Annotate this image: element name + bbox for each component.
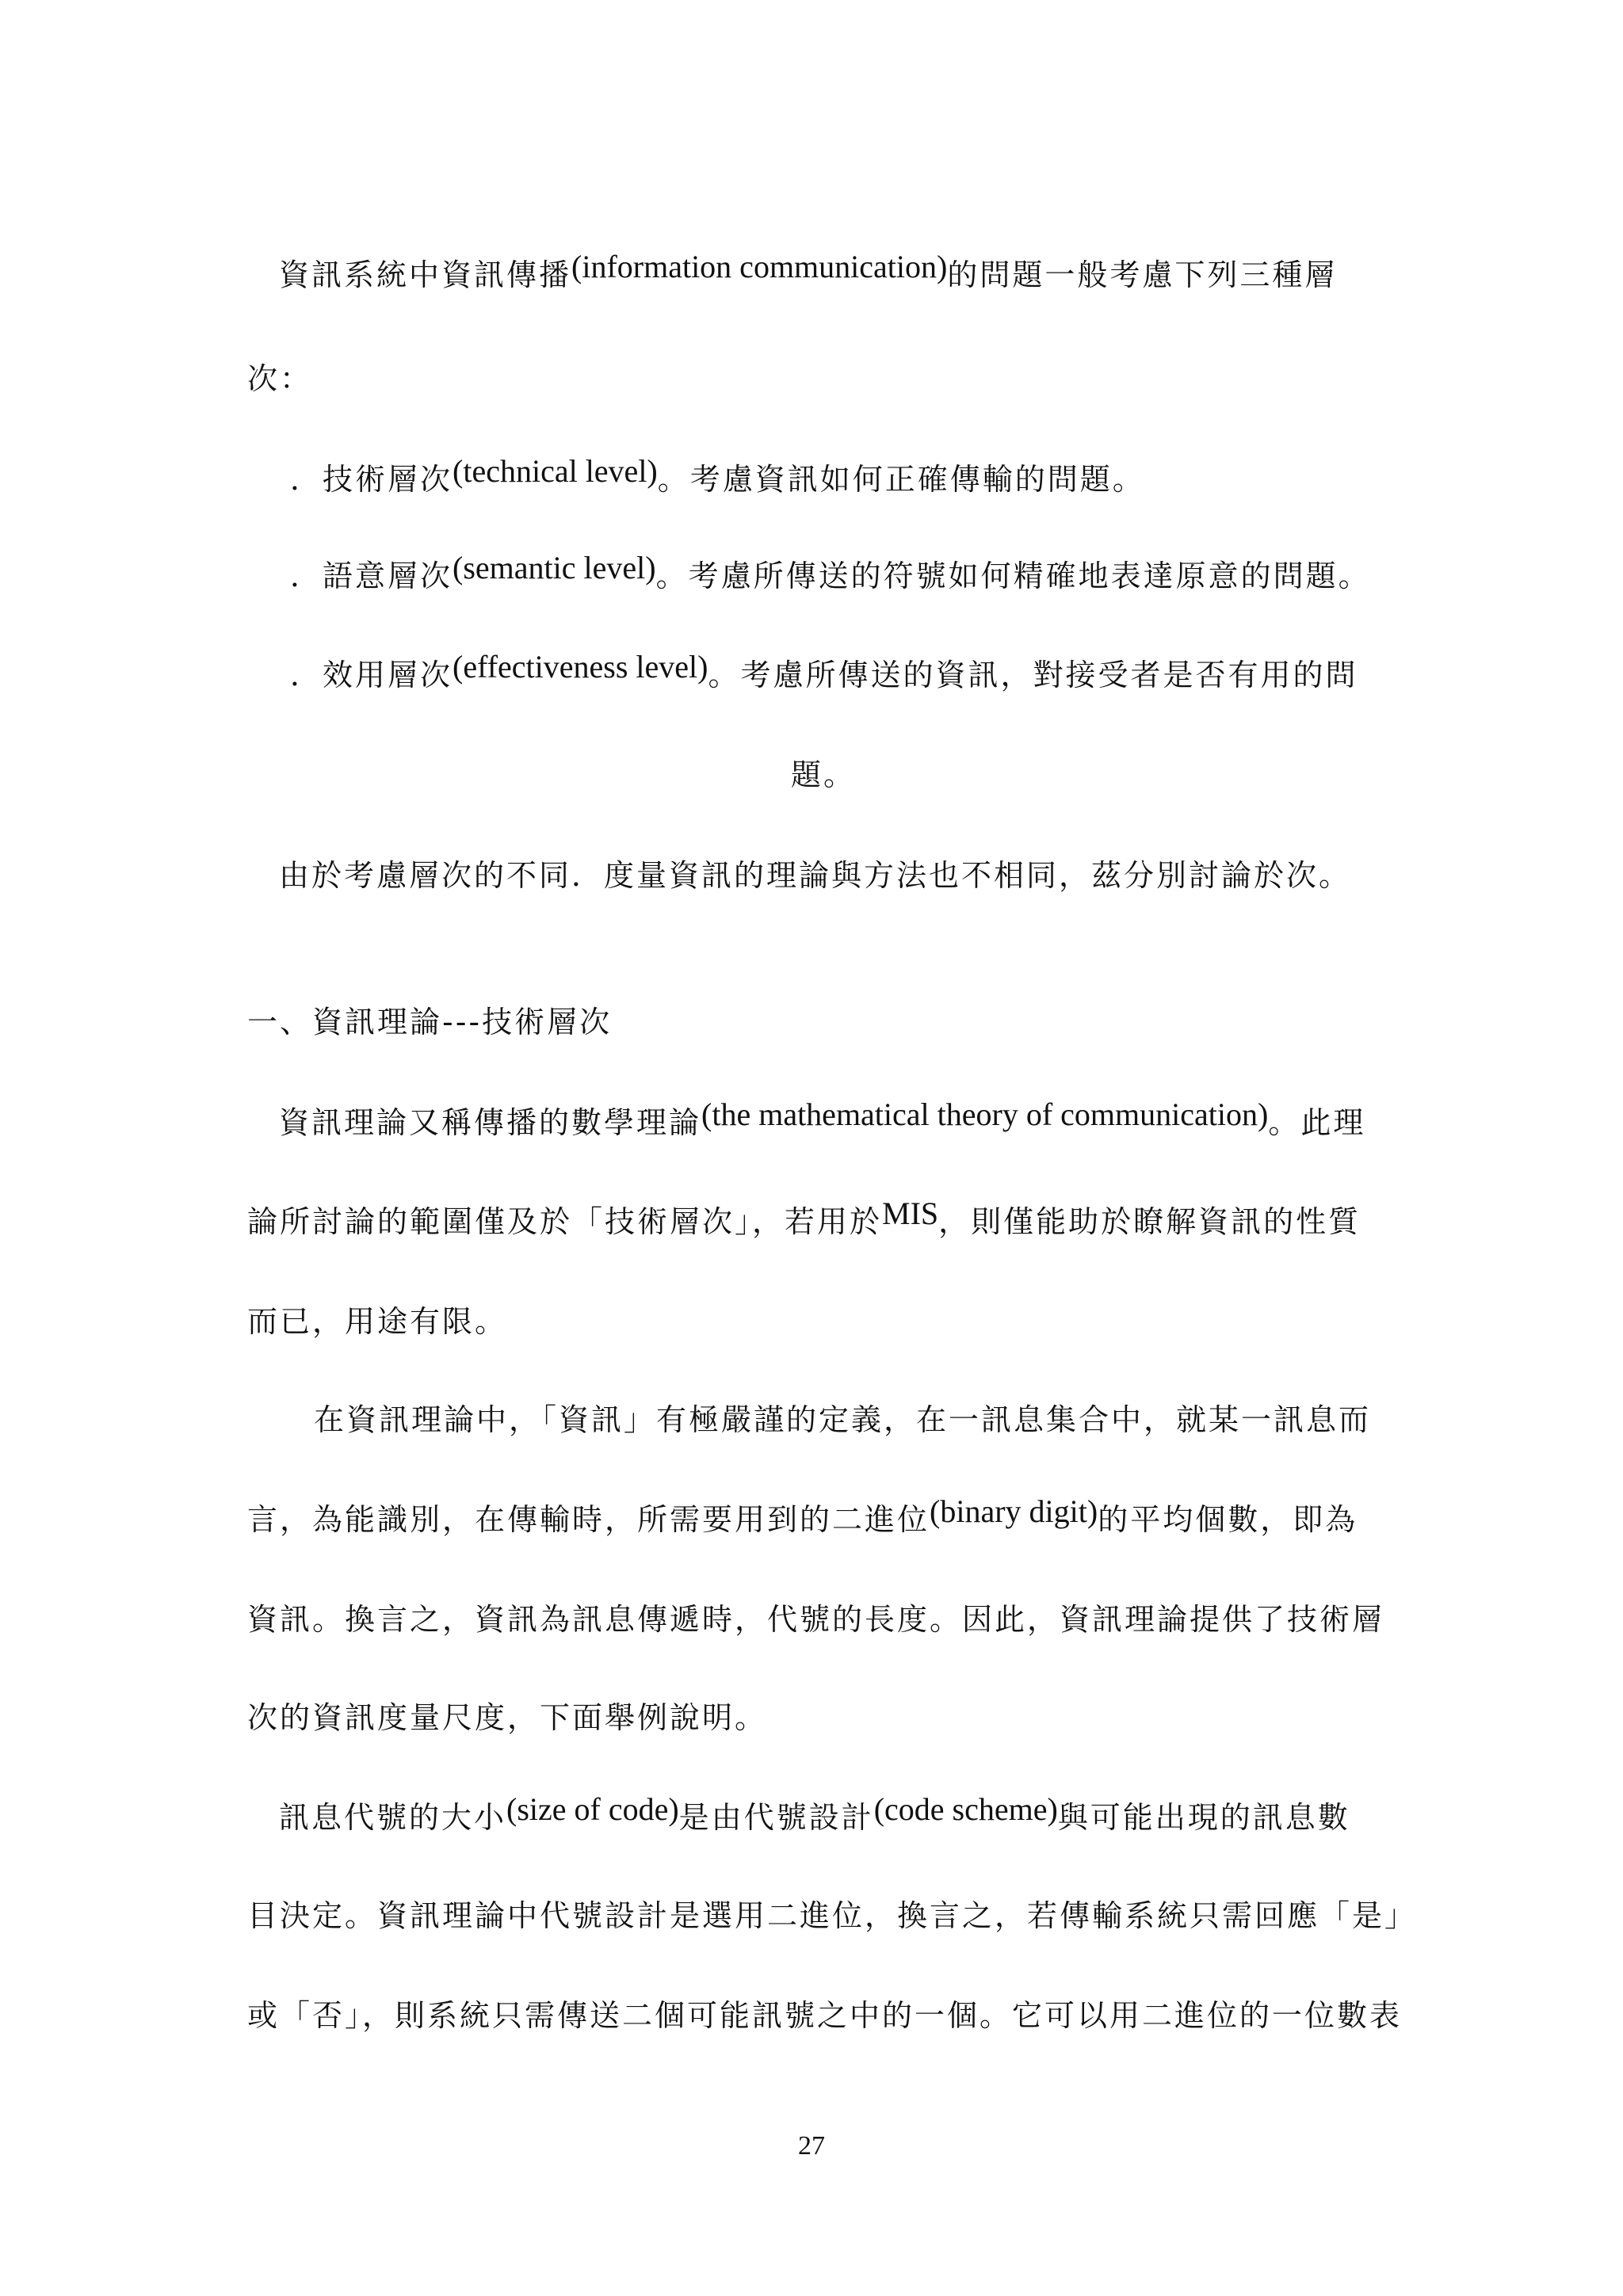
para2-english-term: (binary digit)	[930, 1493, 1098, 1529]
para3-line-1	[279, 1791, 1350, 1837]
para3-text: 訊息代號的大小	[279, 1800, 507, 1835]
para1-text: 資訊理論又稱傳播的數學理論	[279, 1105, 702, 1140]
para1-text-cont: 。此理	[1268, 1105, 1366, 1140]
para3-text-cont: 是由代號設計	[678, 1800, 874, 1835]
technical-level-item	[290, 453, 1145, 499]
intro-text: 資訊系統中資訊傳播	[279, 257, 572, 292]
intro-text-cont: 的問題一般考慮下列三種層	[947, 257, 1338, 292]
section-heading: 一、資訊理論---技術層次	[247, 1005, 613, 1039]
para2-line-4: 次的資訊度量尺度，下面舉例說明。	[247, 1700, 768, 1735]
semantic-level-english: (semantic level)	[453, 550, 656, 585]
para1-line-2	[247, 1196, 1361, 1241]
effectiveness-level-english: (effectiveness level)	[453, 649, 708, 685]
para3-line-3: 或「否」，則系統只需傳送二個可能訊號之中的一個。它可以用二進位的一位數表	[247, 1998, 1403, 2033]
page-number: 27	[798, 2131, 825, 2161]
para1-line-1	[279, 1097, 1366, 1142]
para1-text-cont: ，則僅能助於瞭解資訊的性質	[938, 1204, 1361, 1239]
para2-text-cont: 的平均個數，即為	[1098, 1502, 1358, 1537]
summary-line: 由於考慮層次的不同．度量資訊的理論與方法也不相同，茲分別討論於次。	[279, 858, 1352, 893]
effectiveness-level-description: 。考慮所傳送的資訊，對接受者是否有用的問	[708, 658, 1358, 692]
para2-line-3: 資訊。換言之，資訊為訊息傳遞時，代號的長度。因此，資訊理論提供了技術層	[247, 1602, 1385, 1637]
para3-text-end: 與可能出現的訊息數	[1057, 1800, 1350, 1835]
intro-line-1	[279, 249, 1338, 295]
para1-text: 論所討論的範圍僅及於「技術層次」，若用於	[247, 1204, 883, 1239]
para3-english-term-2: (code scheme)	[873, 1791, 1058, 1827]
semantic-level-label: ．語意層次	[290, 559, 453, 593]
para1-line-3: 而已，用途有限。	[247, 1304, 508, 1339]
effectiveness-level-label: ．效用層次	[290, 658, 453, 692]
technical-level-english: (technical level)	[453, 453, 658, 489]
technical-level-label: ．技術層次	[290, 462, 453, 497]
technical-level-description: 。考慮資訊如何正確傳輸的問題。	[657, 462, 1145, 497]
para1-english-term: (the mathematical theory of communication)	[701, 1097, 1269, 1132]
para2-line-2	[247, 1493, 1358, 1539]
semantic-level-item	[290, 550, 1371, 596]
semantic-level-description: 。考慮所傳送的符號如何精確地表達原意的問題。	[655, 559, 1371, 593]
para2-text: 言，為能識別，在傳輸時，所需要用到的二進位	[247, 1502, 930, 1537]
para3-line-2: 目決定。資訊理論中代號設計是選用二進位，換言之，若傳輸系統只需回應「是」	[247, 1898, 1418, 1933]
para1-english-term: MIS	[882, 1196, 939, 1231]
effectiveness-level-continuation: 題。	[791, 757, 857, 792]
intro-english-term: (information communication)	[571, 249, 948, 284]
para3-english-term: (size of code)	[506, 1791, 679, 1827]
effectiveness-level-item	[290, 649, 1358, 695]
intro-line-2: 次：	[247, 361, 313, 396]
para2-line-1: 在資訊理論中，「資訊」有極嚴謹的定義，在一訊息集合中，就某一訊息而	[314, 1402, 1372, 1437]
